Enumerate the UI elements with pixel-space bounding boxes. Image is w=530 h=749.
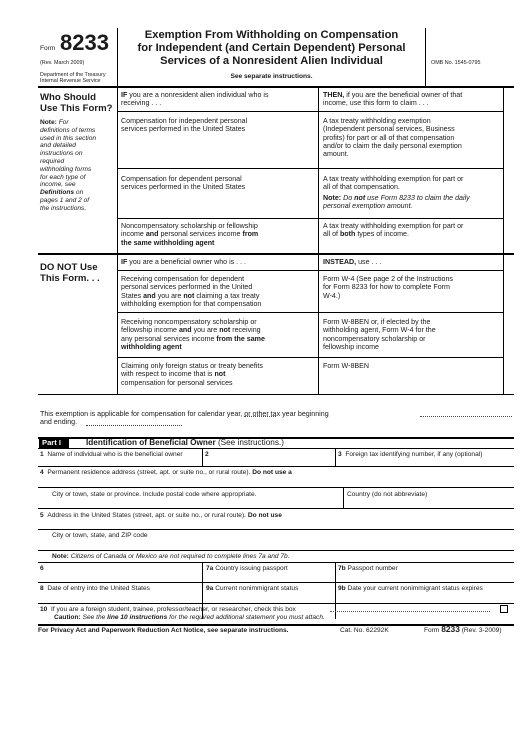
revision-date: (Rev. March 2009) xyxy=(40,60,85,66)
line9a-label: 9a Current nonimmigrant status xyxy=(206,585,299,592)
who-row3-income: Noncompensatory scholarship or fellowship income and personal services income from the same withholding agent xyxy=(121,222,259,247)
form-title xyxy=(118,29,425,69)
do-not-row3-situation: Claiming only foreign status or treaty benefits with respect to income that is not compensation for personal services xyxy=(121,362,263,387)
passport-number-input[interactable] xyxy=(340,574,512,582)
line2-input[interactable] xyxy=(212,459,332,466)
who-row1-income: Compensation for independent personal services performed in the United States xyxy=(121,117,248,134)
calendar-year-field[interactable] xyxy=(244,416,276,417)
who-row3-claim: A tax treaty withholding exemption for part or all of both types of income. xyxy=(323,222,464,239)
who-row1-claim: A tax treaty withholding exemption (Independent personal services, Business profits) for part or all of that compensation and/or to claim the daily personal exemption amount. xyxy=(323,117,462,159)
do-not-if-header: IF you are a beneficial owner who is . . . xyxy=(121,258,247,266)
do-not-row1-situation: Receiving compensation for dependent personal services performed in the United States and you are not claiming a tax treaty withholding exemption for that compensation xyxy=(121,275,262,308)
do-not-row1-form: Form W-4 (See page 2 of the Instructions for Form 8233 for how to complete Form W-4.) xyxy=(323,275,453,300)
title-line-1: Exemption From Withholding on Compensation xyxy=(144,29,399,41)
foreign-tax-id-input[interactable] xyxy=(345,459,511,466)
do-not-row2-form: Form W-8BEN or, if elected by the withholding agent, Form W-4 for the noncompensatory scholarship or fellowship income xyxy=(323,318,436,351)
do-not-row2-situation: Receiving noncompensatory scholarship or fellowship income and you are not receiving any personal services income from the same withholding agent xyxy=(121,318,265,351)
line7a-label: 7a Country issuing passport xyxy=(206,565,288,572)
who-should-heading: Who Should Use This Form? xyxy=(40,92,113,114)
do-not-instead-header: INSTEAD, use . . . xyxy=(323,258,382,266)
line4-city-label: City or town, state or province. Include postal code where appropriate. xyxy=(52,491,257,498)
caution-text: Caution: See the line 10 instructions for the required additional statement you must attach. xyxy=(54,614,325,621)
form-word: Form xyxy=(40,45,56,52)
status-expiry-input[interactable] xyxy=(340,594,512,603)
tax-year-beginning-field[interactable] xyxy=(420,416,512,417)
see-separate-instructions: See separate instructions. xyxy=(230,73,313,80)
omb-number: OMB No. 1545-0795 xyxy=(431,60,481,66)
do-not-use-heading: DO NOT Use This Form. . . xyxy=(40,262,100,284)
entry-date-input[interactable] xyxy=(46,594,200,603)
catalog-number: Cat. No. 62292K xyxy=(340,627,389,634)
part1-label: Part I xyxy=(39,438,69,448)
permanent-address-input[interactable] xyxy=(46,478,512,487)
tax-year-ending-field[interactable] xyxy=(86,425,182,426)
line4-country-label: Country (do not abbreviate) xyxy=(347,491,428,498)
title-line-2: for Independent (and Certain Dependent) Personal xyxy=(137,42,406,55)
line1-label: 1 Name of individual who is the beneficial owner xyxy=(40,451,183,458)
who-row2-claim: A tax treaty withholding exemption for part or all of that compensation. Note: Do not use Form 8233 to claim the daily personal exemption amount. xyxy=(323,175,470,210)
line6-label: 6 xyxy=(40,565,44,572)
do-not-row3-form: Form W-8BEN xyxy=(323,362,369,370)
nonimmigrant-status-input[interactable] xyxy=(206,594,333,603)
line10-dot-leader xyxy=(330,611,490,612)
line4-label: 4 Permanent residence address (street, apt. or suite no., or rural route). Do not use a xyxy=(40,469,292,476)
who-if-header: IF you are a nonresident alien individual who is receiving . . . xyxy=(121,91,269,108)
line2-label: 2 xyxy=(205,451,209,458)
privacy-notice: For Privacy Act and Paperwork Reduction Act Notice, see separate instructions. xyxy=(38,627,289,634)
footer-form-id: Form 8233 (Rev. 3-2009) xyxy=(424,624,502,634)
line6-input[interactable] xyxy=(46,574,200,582)
student-checkbox[interactable] xyxy=(500,605,508,613)
who-then-header: THEN, if you are the beneficial owner of that income, use this form to claim . . . xyxy=(323,91,463,108)
who-should-note: Note: For definitions of terms used in this section and detailed instructions on required withholding forms for each type of income, see Definitions on pages 1 and 2 of the instructions. xyxy=(40,119,97,212)
foreign-city-input[interactable] xyxy=(46,499,341,508)
who-row2-income: Compensation for dependent personal services performed in the United States xyxy=(121,175,246,192)
line9b-label: 9b Date your current nonimmigrant status expires xyxy=(338,585,483,592)
foreign-country-input[interactable] xyxy=(346,499,512,508)
title-line-3: Services of a Nonresident Alien Individual xyxy=(160,55,383,68)
beneficial-owner-name-input[interactable] xyxy=(46,459,200,466)
line7b-label: 7b Passport number xyxy=(338,565,398,572)
dept-irs: Internal Revenue Service xyxy=(40,78,101,84)
part1-title: Identification of Beneficial Owner (See instructions.) xyxy=(86,438,284,447)
form-number: 8233 xyxy=(60,30,109,55)
line5-city-label: City or town, state, and ZIP code xyxy=(52,532,148,539)
canada-mexico-note: Note: Citizens of Canada or Mexico are not required to complete lines 7a and 7b. xyxy=(52,553,290,560)
line10-label: 10 If you are a foreign student, trainee, professor/teacher, or researcher, check this box xyxy=(40,606,296,613)
exemption-statement: This exemption is applicable for compensation for calendar year, or other tax year beginning and ending. xyxy=(40,410,329,427)
line5-label: 5 Address in the United States (street, apt. or suite no., or rural route). Do not use xyxy=(40,512,282,519)
dept-treasury: Department of the Treasury xyxy=(40,72,106,78)
line3-label: 3 Foreign tax identifying number, if any (optional) xyxy=(338,451,483,458)
passport-country-input[interactable] xyxy=(206,574,333,582)
line8-label: 8 Date of entry into the United States xyxy=(40,585,150,592)
us-city-input[interactable] xyxy=(46,541,512,550)
us-address-input[interactable] xyxy=(46,521,512,529)
